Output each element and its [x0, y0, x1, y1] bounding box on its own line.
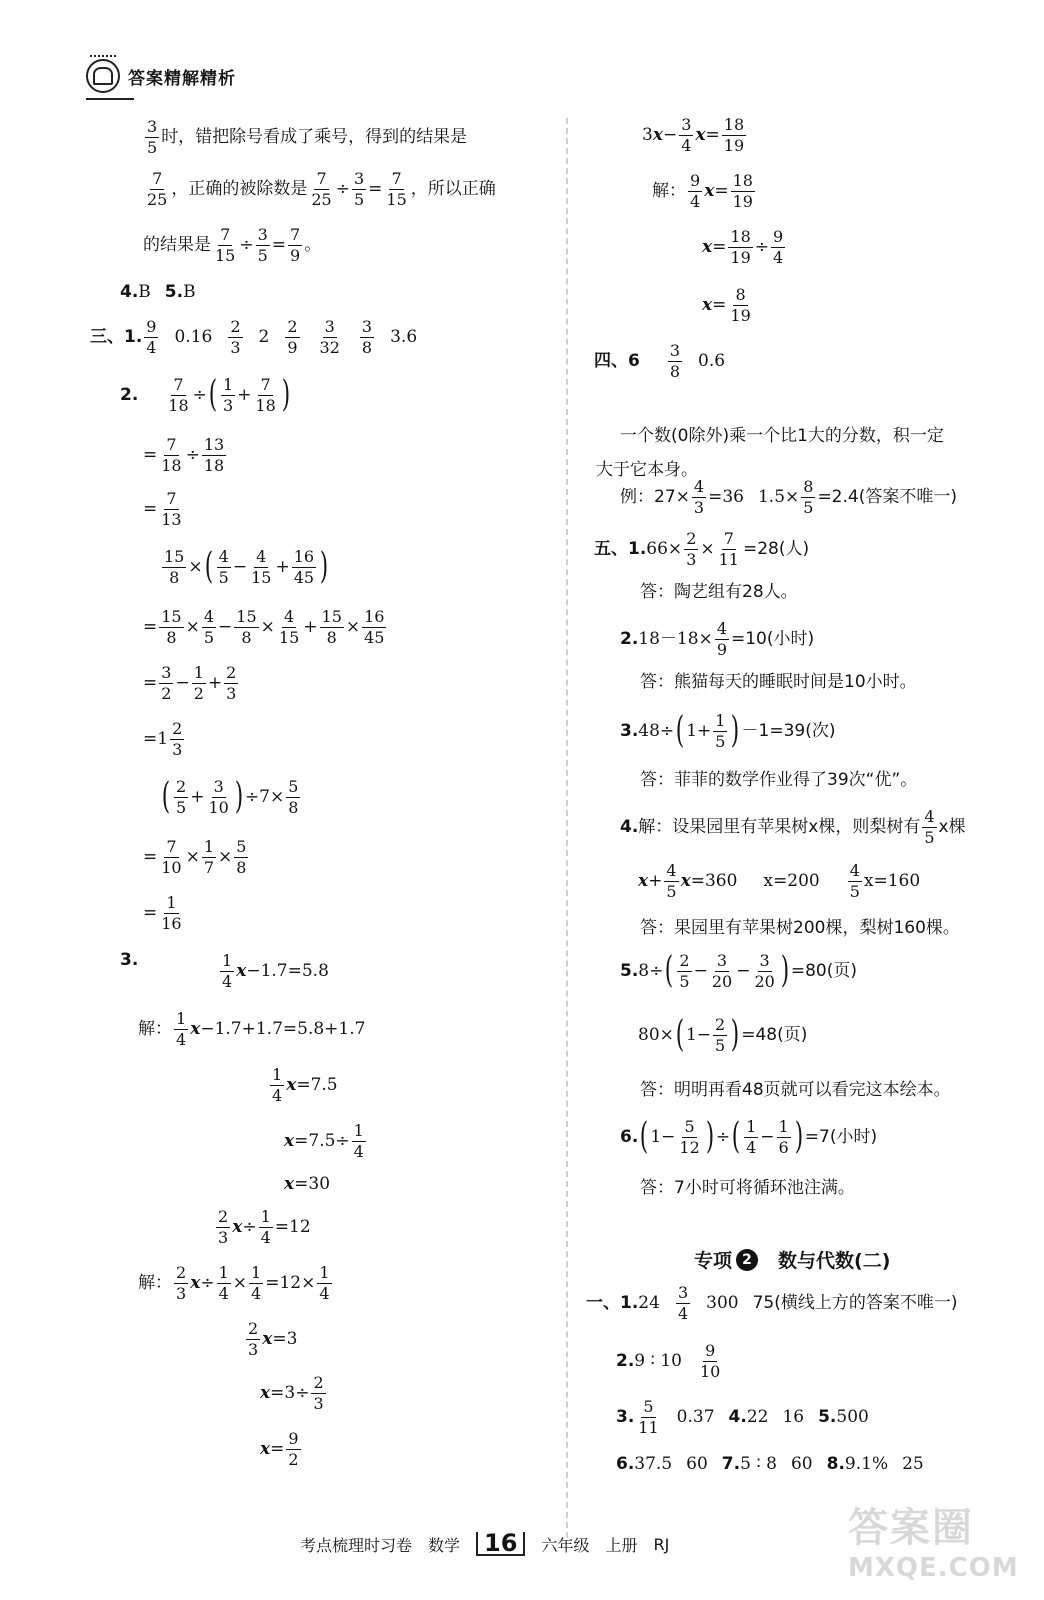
q3-solve-7: x =3÷ 2 3 [260, 1373, 324, 1413]
q3-solve-5: 解： 2 3 x ÷ 1 4 × 1 4 =12× 1 4 [138, 1263, 330, 1303]
topic-heading: 专项 2 数与代数(二) [694, 1250, 891, 1272]
q4-answer: 答：果园里有苹果树200棵，梨树160棵。 [640, 918, 960, 938]
q2-step-2: = 7 13 [143, 489, 182, 529]
q4-equations: x + 4 5 x =360 x=200 4 5 x=160 [638, 861, 921, 901]
q2-part-3: ( 2 5 + 3 10 ) ÷7× 5 8 [161, 776, 299, 818]
header-rule [86, 98, 134, 100]
footer-grade: 六年级 [541, 1535, 590, 1555]
topic-q4: 6. 37.5 60 7. 5 ∶ 8 60 8. 9.1% 25 [616, 1454, 924, 1474]
topic-q2: 2. 9 ∶ 10 9 10 [616, 1341, 721, 1381]
section-3-q2: 2. 7 18 ÷ ( 1 3 + 7 18 ) [120, 374, 290, 416]
page-footer [300, 1529, 685, 1557]
page-header [86, 54, 306, 98]
section-4-text-2: 大于它本身。 [596, 460, 698, 480]
q3-equation-2: 2 3 x ÷ 1 4 =12 [218, 1207, 311, 1247]
section-4-example: 例：27× $\frac{4}{3}$ =36 1.5× $\frac{8}{5}$ =2.4(答案不唯一) [620, 477, 957, 517]
section-5-q5: 5. 8÷ ( 2 5 − 3 20 − 3 20 ) =80(页) [620, 950, 857, 992]
answers-4-5: 4. B 5. B [120, 282, 196, 302]
q2-part-2-step-1: = 15 8 × 4 5 − 15 8 × 4 15 + 15 8 × 16 45 [143, 607, 385, 647]
footer-subject: 数学 [428, 1535, 461, 1555]
q5-step: 80× ( 1− 2 5 ) =48(页) [638, 1014, 808, 1056]
footer-edition: RJ [653, 1534, 670, 1554]
r-eq-4: x = 8 19 [702, 285, 751, 325]
section-5-q6: 6. ( 1− 5 12 ) ÷ ( 1 4 − 1 6 ) =7(小时) [620, 1116, 878, 1158]
q2-part-3-step-1: = 7 10 × 1 7 × 5 8 [143, 837, 247, 877]
header-title: 答案精解精析 [128, 68, 236, 89]
r-eq-3: x = 18 19 ÷ 9 4 [702, 227, 784, 267]
q3-answer: 答：菲菲的数学作业得了39次“优”。 [640, 770, 918, 790]
q3-solve-4: x =30 [284, 1174, 331, 1194]
footer-book-title: 考点梳理时习卷 [300, 1535, 413, 1555]
q5-answer: 答：明明再看48页就可以看完这本绘本。 [640, 1080, 951, 1100]
q6-answer: 答：7小时可将循环池注满。 [640, 1178, 855, 1198]
section-3-q3: 3. [120, 950, 139, 970]
topic-number-badge: 2 [736, 1249, 758, 1271]
page-number: 16 [476, 1532, 525, 1556]
q2-step-1: = 7 18 ÷ 13 18 [143, 435, 225, 475]
left-line-2: 7 25 ，正确的被除数是 7 25 ÷ 3 5 = 7 15 ，所以正确 [147, 169, 496, 209]
topic-q3: 3. 5 11 0.37 4. 22 16 5. 500 [616, 1397, 869, 1437]
site-watermark: 答案圈 MXQE.COM [848, 1505, 1019, 1583]
section-4: 四、6 3 8 0.6 [594, 341, 726, 381]
q3-solve-8: x = 9 2 [260, 1429, 299, 1469]
r-eq-1: 3 x − 3 4 x = 18 19 [642, 115, 745, 155]
q3-solve-1: 解： 1 4 x −1.7+1.7=5.8+1.7 [138, 1009, 366, 1049]
q2-part-2-step-2: = 3 2 − 1 2 + 2 3 [143, 663, 237, 703]
left-line-1: 3 5 时，错把除号看成了乘号，得到的结果是 [147, 117, 468, 157]
crown-logo-icon [86, 59, 120, 93]
section-4-text-1: 一个数(0除外)乘一个比1大的分数，积一定 [620, 426, 944, 446]
q1-answer: 答：陶艺组有28人。 [640, 582, 798, 602]
footer-volume: 上册 [605, 1535, 638, 1555]
section-3-q1: 三、1. 9 4 0.16 2 3 2 2 9 3 32 3 8 3.6 [90, 317, 418, 357]
section-5-q1: 五、1. 66× $\frac{2}{3}$ × $\frac{7}{11}$ =28(人) [594, 529, 810, 569]
q3-solve-3: x =7.5÷ 1 4 [284, 1121, 364, 1161]
q3-solve-2: 1 4 x =7.5 [272, 1065, 338, 1105]
r-eq-2: 解： 9 4 x = 18 19 [652, 171, 753, 211]
q2-part-2-step-3: = 1 2 3 [143, 719, 183, 759]
left-line-3: 的结果是 7 15 ÷ 3 5 = 7 9 。 [143, 225, 322, 265]
q3-solve-6: 2 3 x =3 [248, 1319, 298, 1359]
section-5-q2: 2. 18－18× $\frac{4}{9}$ =10(小时) [620, 619, 815, 659]
section-5-q3: 3. 48÷ ( 1+ 1 5 ) －1=39(次) [620, 710, 836, 752]
section-5-q4: 4. 解：设果园里有苹果树x棵，则梨树有 4 5 x棵 [620, 807, 966, 847]
topic-q1: 一、1. 24 3 4 300 75(横线上方的答案不唯一) [586, 1283, 958, 1323]
q2-part-3-step-2: = 1 16 [143, 893, 182, 933]
column-divider [566, 118, 568, 1538]
q2-answer: 答：熊猫每天的睡眠时间是10小时。 [640, 672, 917, 692]
q2-part-2: 15 8 × ( 4 5 − 4 15 + 16 45 ) [164, 546, 329, 588]
q3-equation-1: 1 4 x −1.7=5.8 [222, 951, 329, 991]
